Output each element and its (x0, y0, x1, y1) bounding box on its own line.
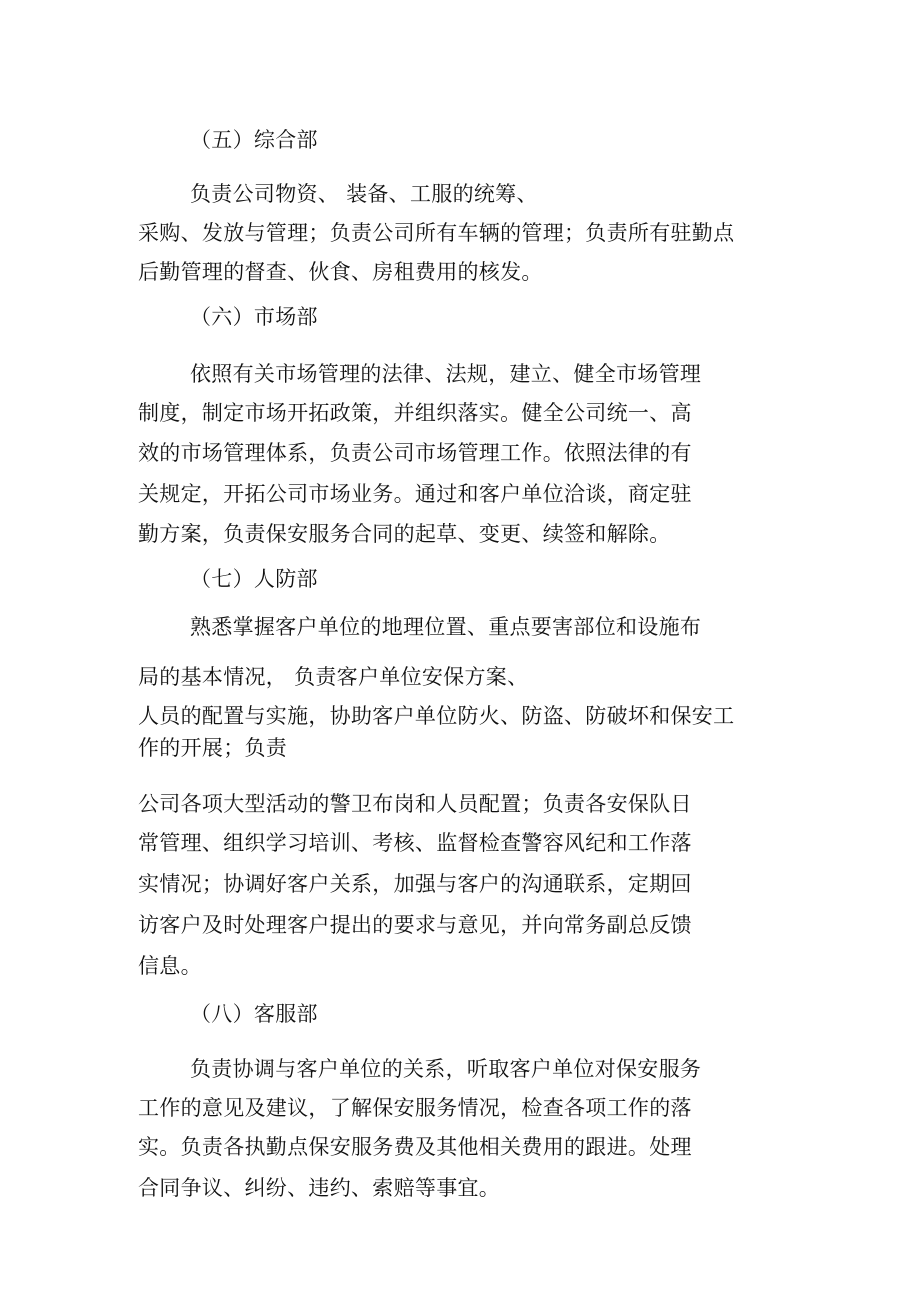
paragraph-line: 常管理、组织学习培训、考核、监督检查警容风纪和工作落 (138, 831, 692, 855)
section-heading-6: （六）市场部 (190, 305, 318, 329)
paragraph-line: 局的基本情况， 负责客户单位安保方案、 (138, 665, 529, 689)
paragraph-line: 访客户及时处理客户提出的要求与意见，并向常务副总反馈 (138, 913, 692, 937)
paragraph-line: 后勤管理的督查、伙食、房租费用的核发。 (138, 260, 543, 284)
paragraph-line: 负责公司物资、 装备、工服的统筹、 (190, 182, 538, 206)
paragraph-line: 依照有关市场管理的法律、法规，建立、健全市场管理 (190, 362, 702, 386)
paragraph-line: 实。负责各执勤点保安服务费及其他相关费用的跟进。处理 (138, 1135, 692, 1159)
paragraph-line: 采购、发放与管理；负责公司所有车辆的管理；负责所有驻勤点 (138, 221, 735, 245)
paragraph-line: 关规定，开拓公司市场业务。通过和客户单位洽谈，商定驻 (138, 482, 692, 506)
paragraph-line: 负责协调与客户单位的关系，听取客户单位对保安服务 (190, 1057, 702, 1081)
paragraph-line: 熟悉掌握客户单位的地理位置、重点要害部位和设施布 (190, 615, 702, 639)
paragraph-line: 工作的意见及建议，了解保安服务情况，检查各项工作的落 (138, 1096, 692, 1120)
paragraph-line: 效的市场管理体系，负责公司市场管理工作。依照法律的有 (138, 441, 692, 465)
paragraph-line: 实情况；协调好客户关系，加强与客户的沟通联系，定期回 (138, 872, 692, 896)
paragraph-line: 作的开展；负责 (138, 736, 288, 760)
paragraph-line: 勤方案，负责保安服务合同的起草、变更、续签和解除。 (138, 522, 671, 546)
paragraph-line: 人员的配置与实施，协助客户单位防火、防盗、防破坏和保安工 (138, 704, 735, 728)
section-heading-5: （五）综合部 (190, 128, 318, 152)
section-heading-8: （八）客服部 (190, 1002, 318, 1026)
paragraph-line: 合同争议、纠纷、违约、索赔等事宜。 (138, 1176, 501, 1200)
paragraph-line: 信息。 (138, 954, 202, 978)
paragraph-line: 制度，制定市场开拓政策，并组织落实。健全公司统一、高 (138, 401, 692, 425)
paragraph-line: 公司各项大型活动的警卫布岗和人员配置；负责各安保队日 (138, 792, 692, 816)
section-heading-7: （七）人防部 (190, 567, 318, 591)
